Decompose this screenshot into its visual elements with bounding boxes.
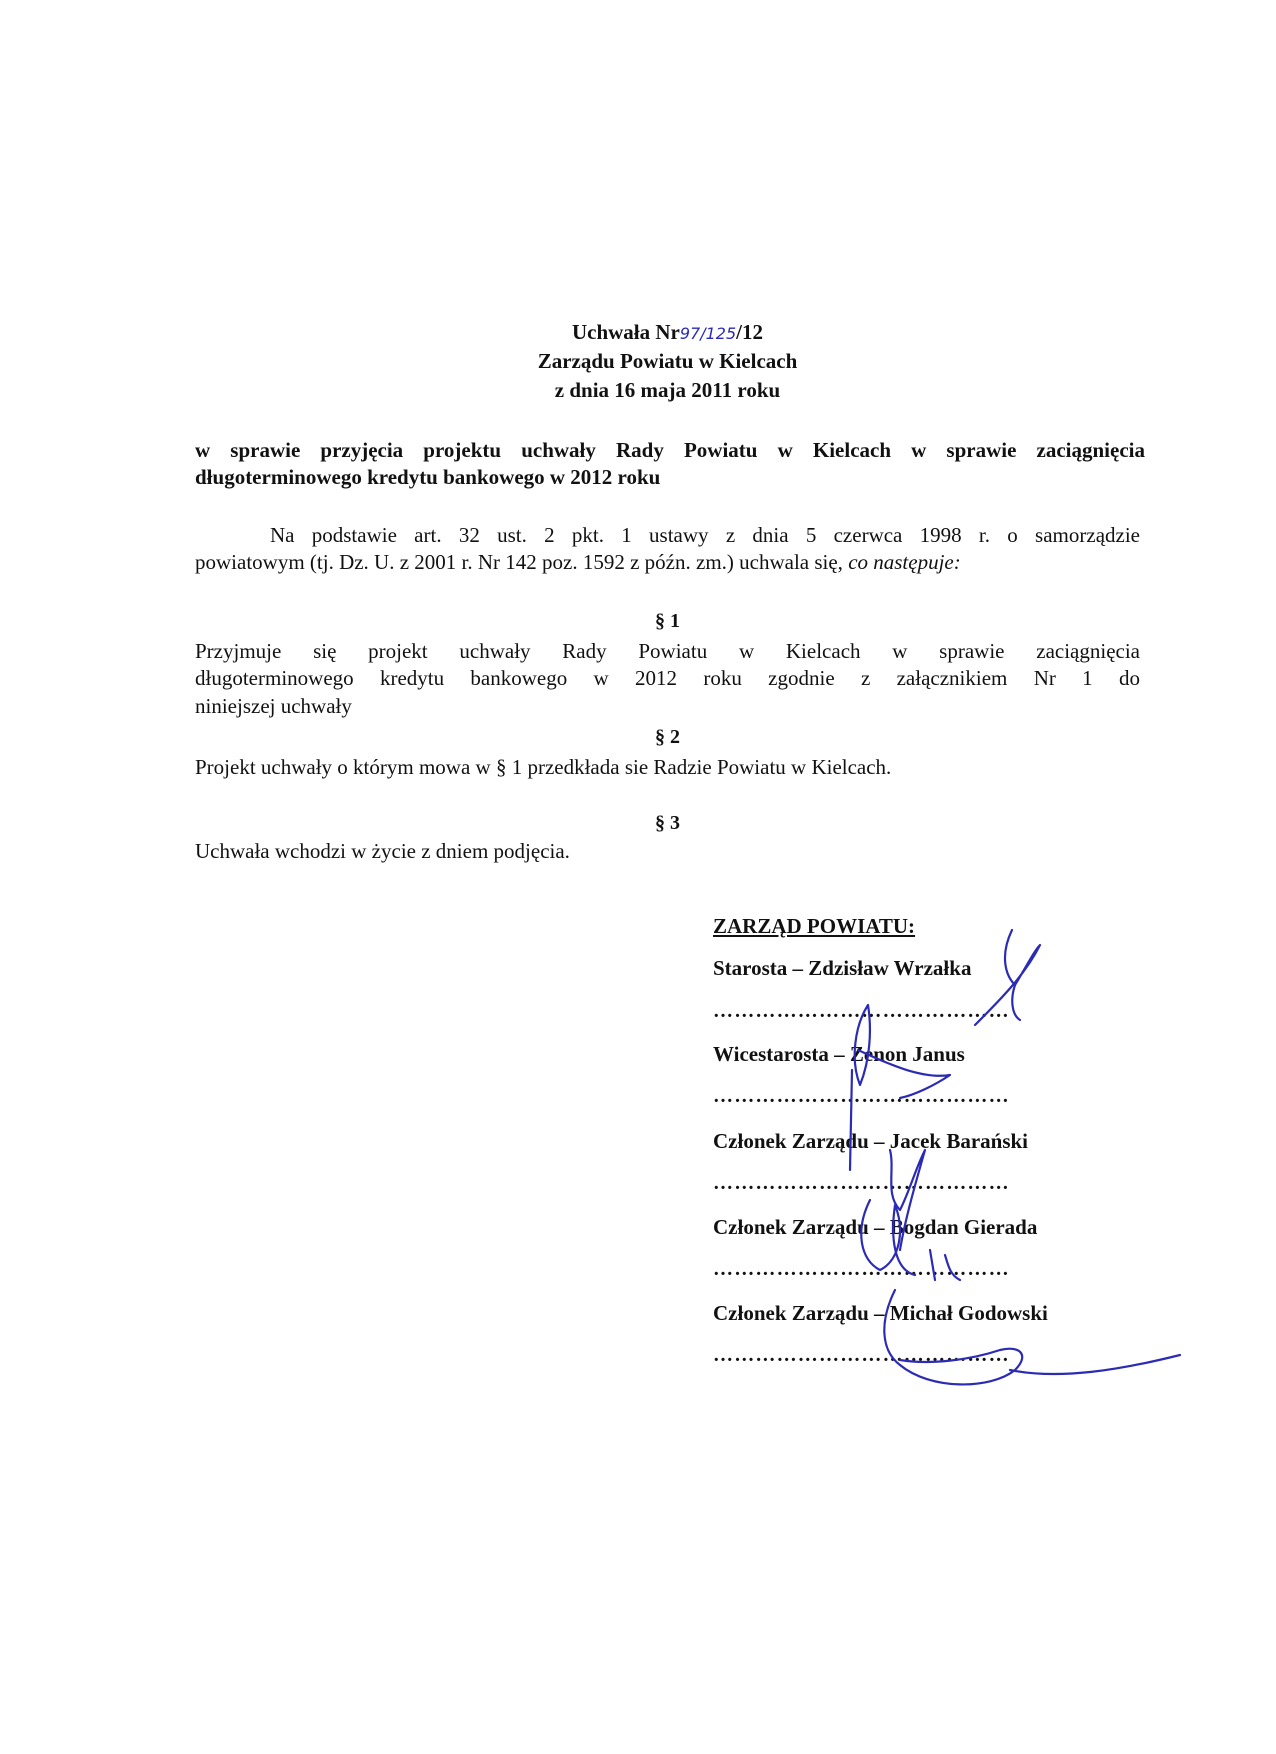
subject-line-2: długoterminowego kredytu bankowego w 2012 roku [195,465,661,489]
resolution-date: z dnia 16 maja 2011 roku [554,378,781,402]
signatory-starosta: Starosta – Zdzisław Wrzałka [713,956,972,980]
section-1-line-2: długoterminowego kredytu bankowego w 2012 roku zgodnie z załącznikiem Nr 1 do [195,666,1140,690]
signature-line-4: …………………………………… [713,1258,1010,1280]
signatory-member-gierada: Członek Zarządu – Bogdan Gierada [713,1215,1038,1239]
section-2-line-1: Projekt uchwały o którym mowa w § 1 przedkłada sie Radzie Powiatu w Kielcach. [195,755,892,779]
section-1-line-3: niniejszej uchwały [195,694,352,718]
section-3-line-1: Uchwała wchodzi w życie z dniem podjęcia. [195,839,570,863]
signature-stroke-gierada [861,1200,960,1280]
board-heading: ZARZĄD POWIATU: [713,914,916,938]
signature-stroke-baranski [890,1150,925,1250]
handwritten-resolution-number: 97/125 [679,324,737,343]
section-3-marker: § 3 [655,812,680,834]
section-1-line-1: Przyjmuje się projekt uchwały Rady Powiatu w Kielcach w sprawie zaciągnięcia [195,639,1140,663]
preamble-text: powiatowym (tj. Dz. U. z 2001 r. Nr 142 poz. 1592 z późn. zm.) uchwala się, [195,550,843,574]
resolution-issuer: Zarządu Powiatu w Kielcach [537,349,798,373]
preamble-line-1: Na podstawie art. 32 ust. 2 pkt. 1 ustawy z dnia 5 czerwca 1998 r. o samorządzie [270,523,1140,547]
signature-stroke-starosta [975,930,1040,1025]
signature-line-2: …………………………………… [713,1085,1010,1107]
signatory-member-godowski: Członek Zarządu – Michał Godowski [713,1301,1048,1325]
subject-line-1: w sprawie przyjęcia projektu uchwały Rady Powiatu w Kielcach w sprawie zaciągnięcia [195,438,1145,462]
signature-line-5: …………………………………… [713,1344,1010,1366]
signature-stroke-godowski [884,1290,1180,1384]
signatory-member-baranski: Członek Zarządu – Jacek Barański [713,1129,1029,1153]
signature-stroke-wicestarosta [850,1005,950,1170]
signatory-wicestarosta: Wicestarosta – Zenon Janus [713,1042,965,1066]
title-suffix: /12 [736,320,764,344]
preamble-italic: co następuje: [848,550,961,574]
signature-line-1: …………………………………… [713,1000,1010,1022]
signature-line-3: …………………………………… [713,1172,1010,1194]
title-prefix: Uchwała Nr [571,320,680,344]
section-1-marker: § 1 [655,610,680,632]
section-2-marker: § 2 [655,726,680,748]
